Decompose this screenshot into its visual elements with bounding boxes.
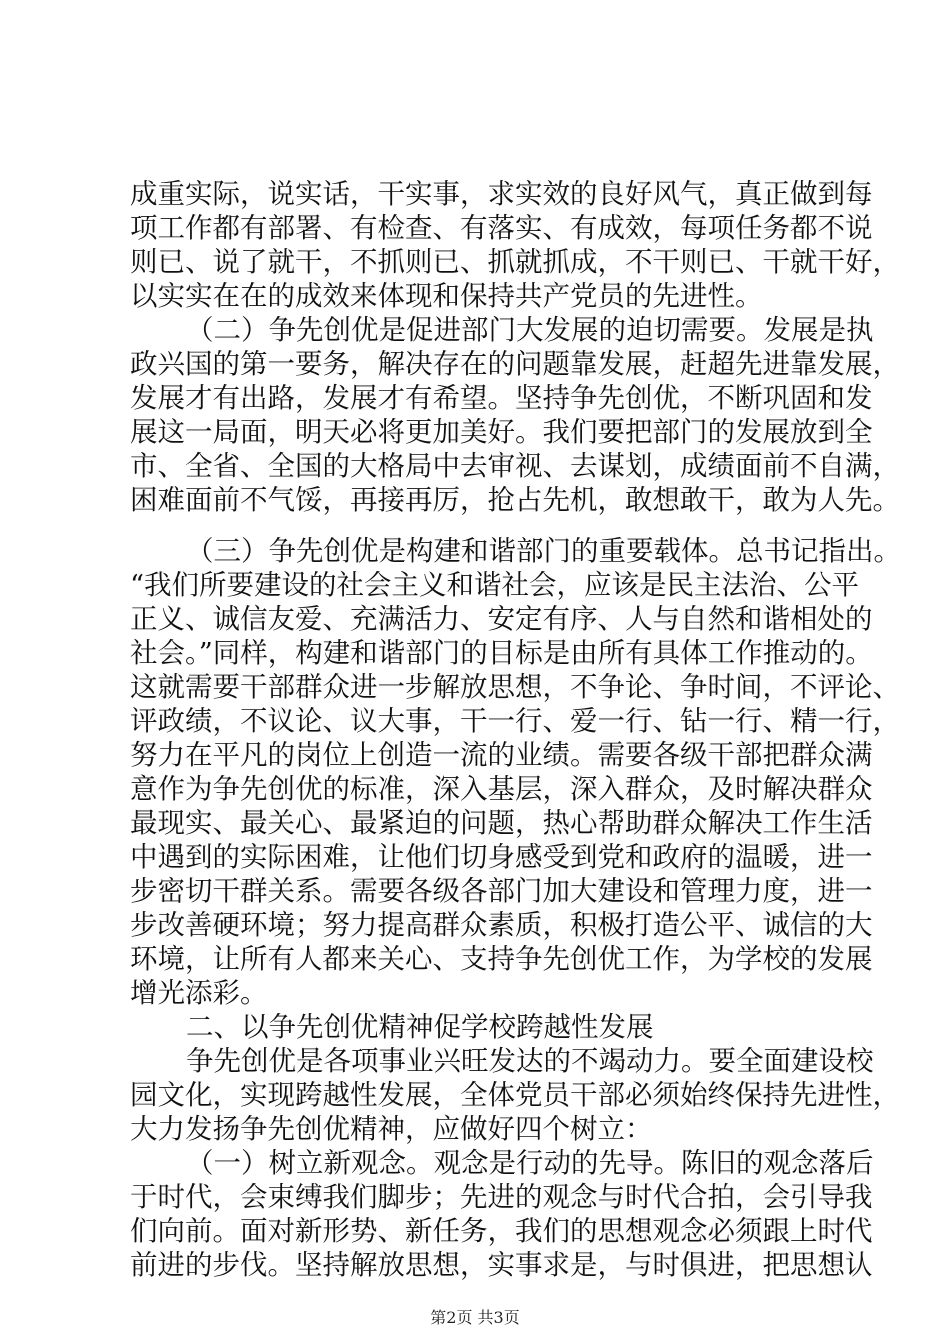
text-line: 正义、诚信友爱、充满活力、安定有序、人与自然和谐相处的 [130,603,873,635]
text-line: 步密切干群关系。需要各级各部门加大建设和管理力度，进一 [130,875,873,907]
text-line: 意作为争先创优的标准，深入基层，深入群众，及时解决群众 [130,773,873,805]
text-line: 最现实、最关心、最紧迫的问题，热心帮助群众解决工作生活 [130,807,873,839]
text-line: 成重实际，说实话，干实事，求实效的良好风气，真正做到每 [130,178,873,210]
text-line: 努力在平凡的岗位上创造一流的业绩。需要各级干部把群众满 [130,739,873,771]
text-line: 项工作都有部署、有检查、有落实、有成效，每项任务都不说 [130,212,873,244]
text-line: 政兴国的第一要务，解决存在的问题靠发展，赶超先进靠发展， [130,348,900,380]
text-line: 环境，让所有人都来关心、支持争先创优工作，为学校的发展 [130,943,873,975]
text-line: 大力发扬争先创优精神，应做好四个树立： [130,1113,653,1145]
paragraph-heading-3: （三）争先创优是构建和谐部门的重要载体。总书记指出。 [186,535,901,567]
text-line: 市、全省、全国的大格局中去审视、去谋划，成绩面前不自满， [130,450,900,482]
text-line: 于时代，会束缚我们脚步；先进的观念与时代合拍，会引导我 [130,1181,873,1213]
text-line: 这就需要干部群众进一步解放思想，不争论、争时间，不评论、 [130,671,900,703]
text-line: 前进的步伐。坚持解放思想，实事求是，与时俱进，把思想认 [130,1249,873,1281]
paragraph-heading-2: （二）争先创优是促进部门大发展的迫切需要。发展是执 [186,314,874,346]
text-line: 社会。”同样，构建和谐部门的目标是由所有具体工作推动的。 [130,637,873,669]
text-line: 以实实在在的成效来体现和保持共产党员的先进性。 [130,280,763,312]
text-line: 增光添彩。 [130,977,268,1009]
text-line: 展这一局面，明天必将更加美好。我们要把部门的发展放到全 [130,416,873,448]
text-line: 园文化，实现跨越性发展，全体党员干部必须始终保持先进性， [130,1079,900,1111]
text-line: 困难面前不气馁，再接再厉，抢占先机，敢想敢干，敢为人先。 [130,484,900,516]
text-line: 中遇到的实际困难，让他们切身感受到党和政府的温暖，进一 [130,841,873,873]
text-line: 步改善硬环境；努力提高群众素质，积极打造公平、诚信的大 [130,909,873,941]
text-line: 则已、说了就干，不抓则已、抓就抓成，不干则已、干就干好， [130,246,900,278]
text-line: “我们所要建设的社会主义和谐社会，应该是民主法治、公平 [130,569,860,601]
text-line: 评政绩，不议论、议大事，干一行、爱一行、钻一行、精一行， [130,705,900,737]
text-line: 发展才有出路，发展才有希望。坚持争先创优，不断巩固和发 [130,382,873,414]
text-line: 争先创优是各项事业兴旺发达的不竭动力。要全面建设校 [186,1045,874,1077]
section-heading: 二、以争先创优精神促学校跨越性发展 [186,1011,654,1043]
text-line: 们向前。面对新形势、新任务，我们的思想观念必须跟上时代 [130,1215,873,1247]
paragraph-heading-1: （一）树立新观念。观念是行动的先导。陈旧的观念落后 [186,1147,874,1179]
page-number: 第2页 共3页 [430,1308,520,1327]
